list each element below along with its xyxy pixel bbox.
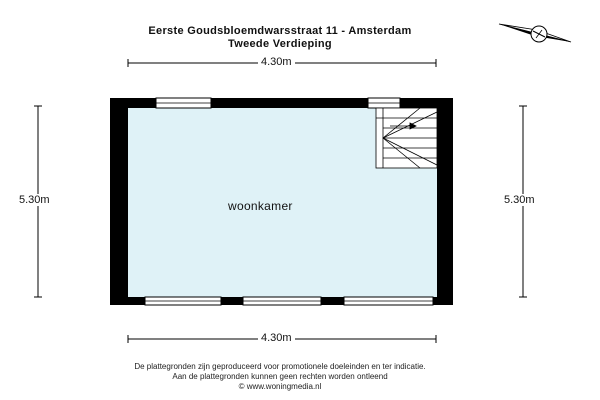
plan-title-floor: Tweede Verdieping [228,38,332,50]
window-bottom-1 [145,297,221,305]
copyright-line: © www.woningmedia.nl [238,382,322,391]
disclaimer-line-2: Aan de plattegronden kunnen geen rechten worden ontleend [172,372,388,381]
plan-title-address: Eerste Goudsbloemdwarsstraat 11 - Amsterdam [148,25,412,37]
disclaimer-line-1: De plattegronden zijn geproduceerd voor promotionele doeleinden en ter indicatie. [134,362,426,371]
dimension-label-right: 5.30m [501,194,538,206]
window-top-right [368,98,400,108]
dimension-label-top: 4.30m [258,56,295,68]
window-top-left [156,98,211,108]
window-bottom-3 [344,297,433,305]
dimension-label-left: 5.30m [16,194,53,206]
dimension-label-bottom: 4.30m [258,332,295,344]
room-label-woonkamer: woonkamer [228,199,293,213]
staircase [376,108,437,168]
window-bottom-2 [243,297,321,305]
